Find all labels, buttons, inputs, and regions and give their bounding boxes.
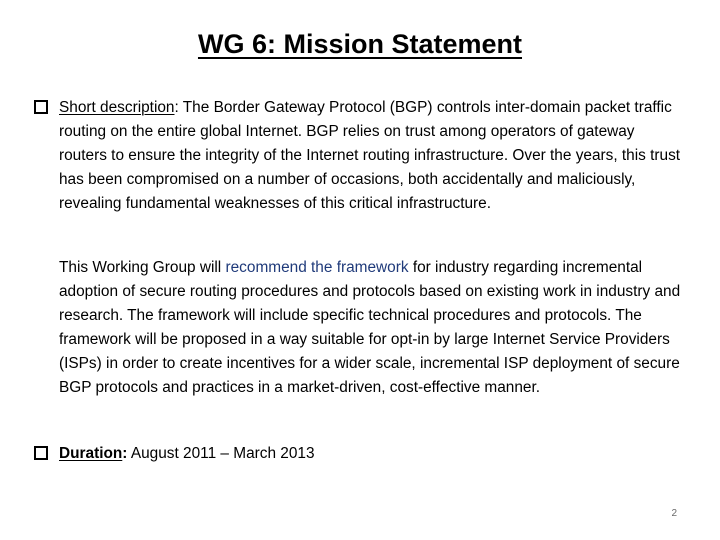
square-bullet-icon: [34, 446, 48, 460]
square-bullet-icon: [34, 100, 48, 114]
paragraph-after: for industry regarding incremental adoption of secure routing procedures and protocols based on existing work in industry and research. The framework will include specific technical procedures and protocols. The framework will be proposed in a way suitable for opt-in by large Internet Service Providers (ISPs) in order to create incentives for a wider scale, incremental ISP deployment of secure BGP protocols and practices in a market-driven, cost-effective manner.: [59, 259, 681, 396]
bullet-text: [59, 96, 684, 216]
bullet-body: August 2011 – March 2013: [127, 445, 315, 462]
working-group-paragraph: [59, 256, 689, 400]
paragraph-highlight: recommend the framework: [225, 259, 409, 276]
bullet-separator: :: [122, 445, 128, 462]
bullet-label: Short description: [59, 99, 175, 116]
bullet-body: The Border Gateway Protocol (BGP) controls inter-domain packet traffic routing on the entire global Internet. BGP relies on trust among operators of gateway routers to ensure the integrity of the Internet routing infrastructure. Over the years, this trust has been compromised on a number of occasions, both accidentally and maliciously, revealing fundamental weaknesses of this critical infrastructure.: [59, 99, 681, 212]
bullet-label: Duration: [59, 445, 123, 462]
bullet-duration: [34, 442, 684, 466]
paragraph-before: This Working Group will: [59, 259, 226, 276]
bullet-text: [59, 442, 684, 466]
slide-title: WG 6: Mission Statement: [197, 29, 523, 59]
page-number: 2: [671, 508, 677, 519]
bullet-short-description: [34, 96, 684, 216]
bullet-separator: :: [174, 99, 179, 116]
